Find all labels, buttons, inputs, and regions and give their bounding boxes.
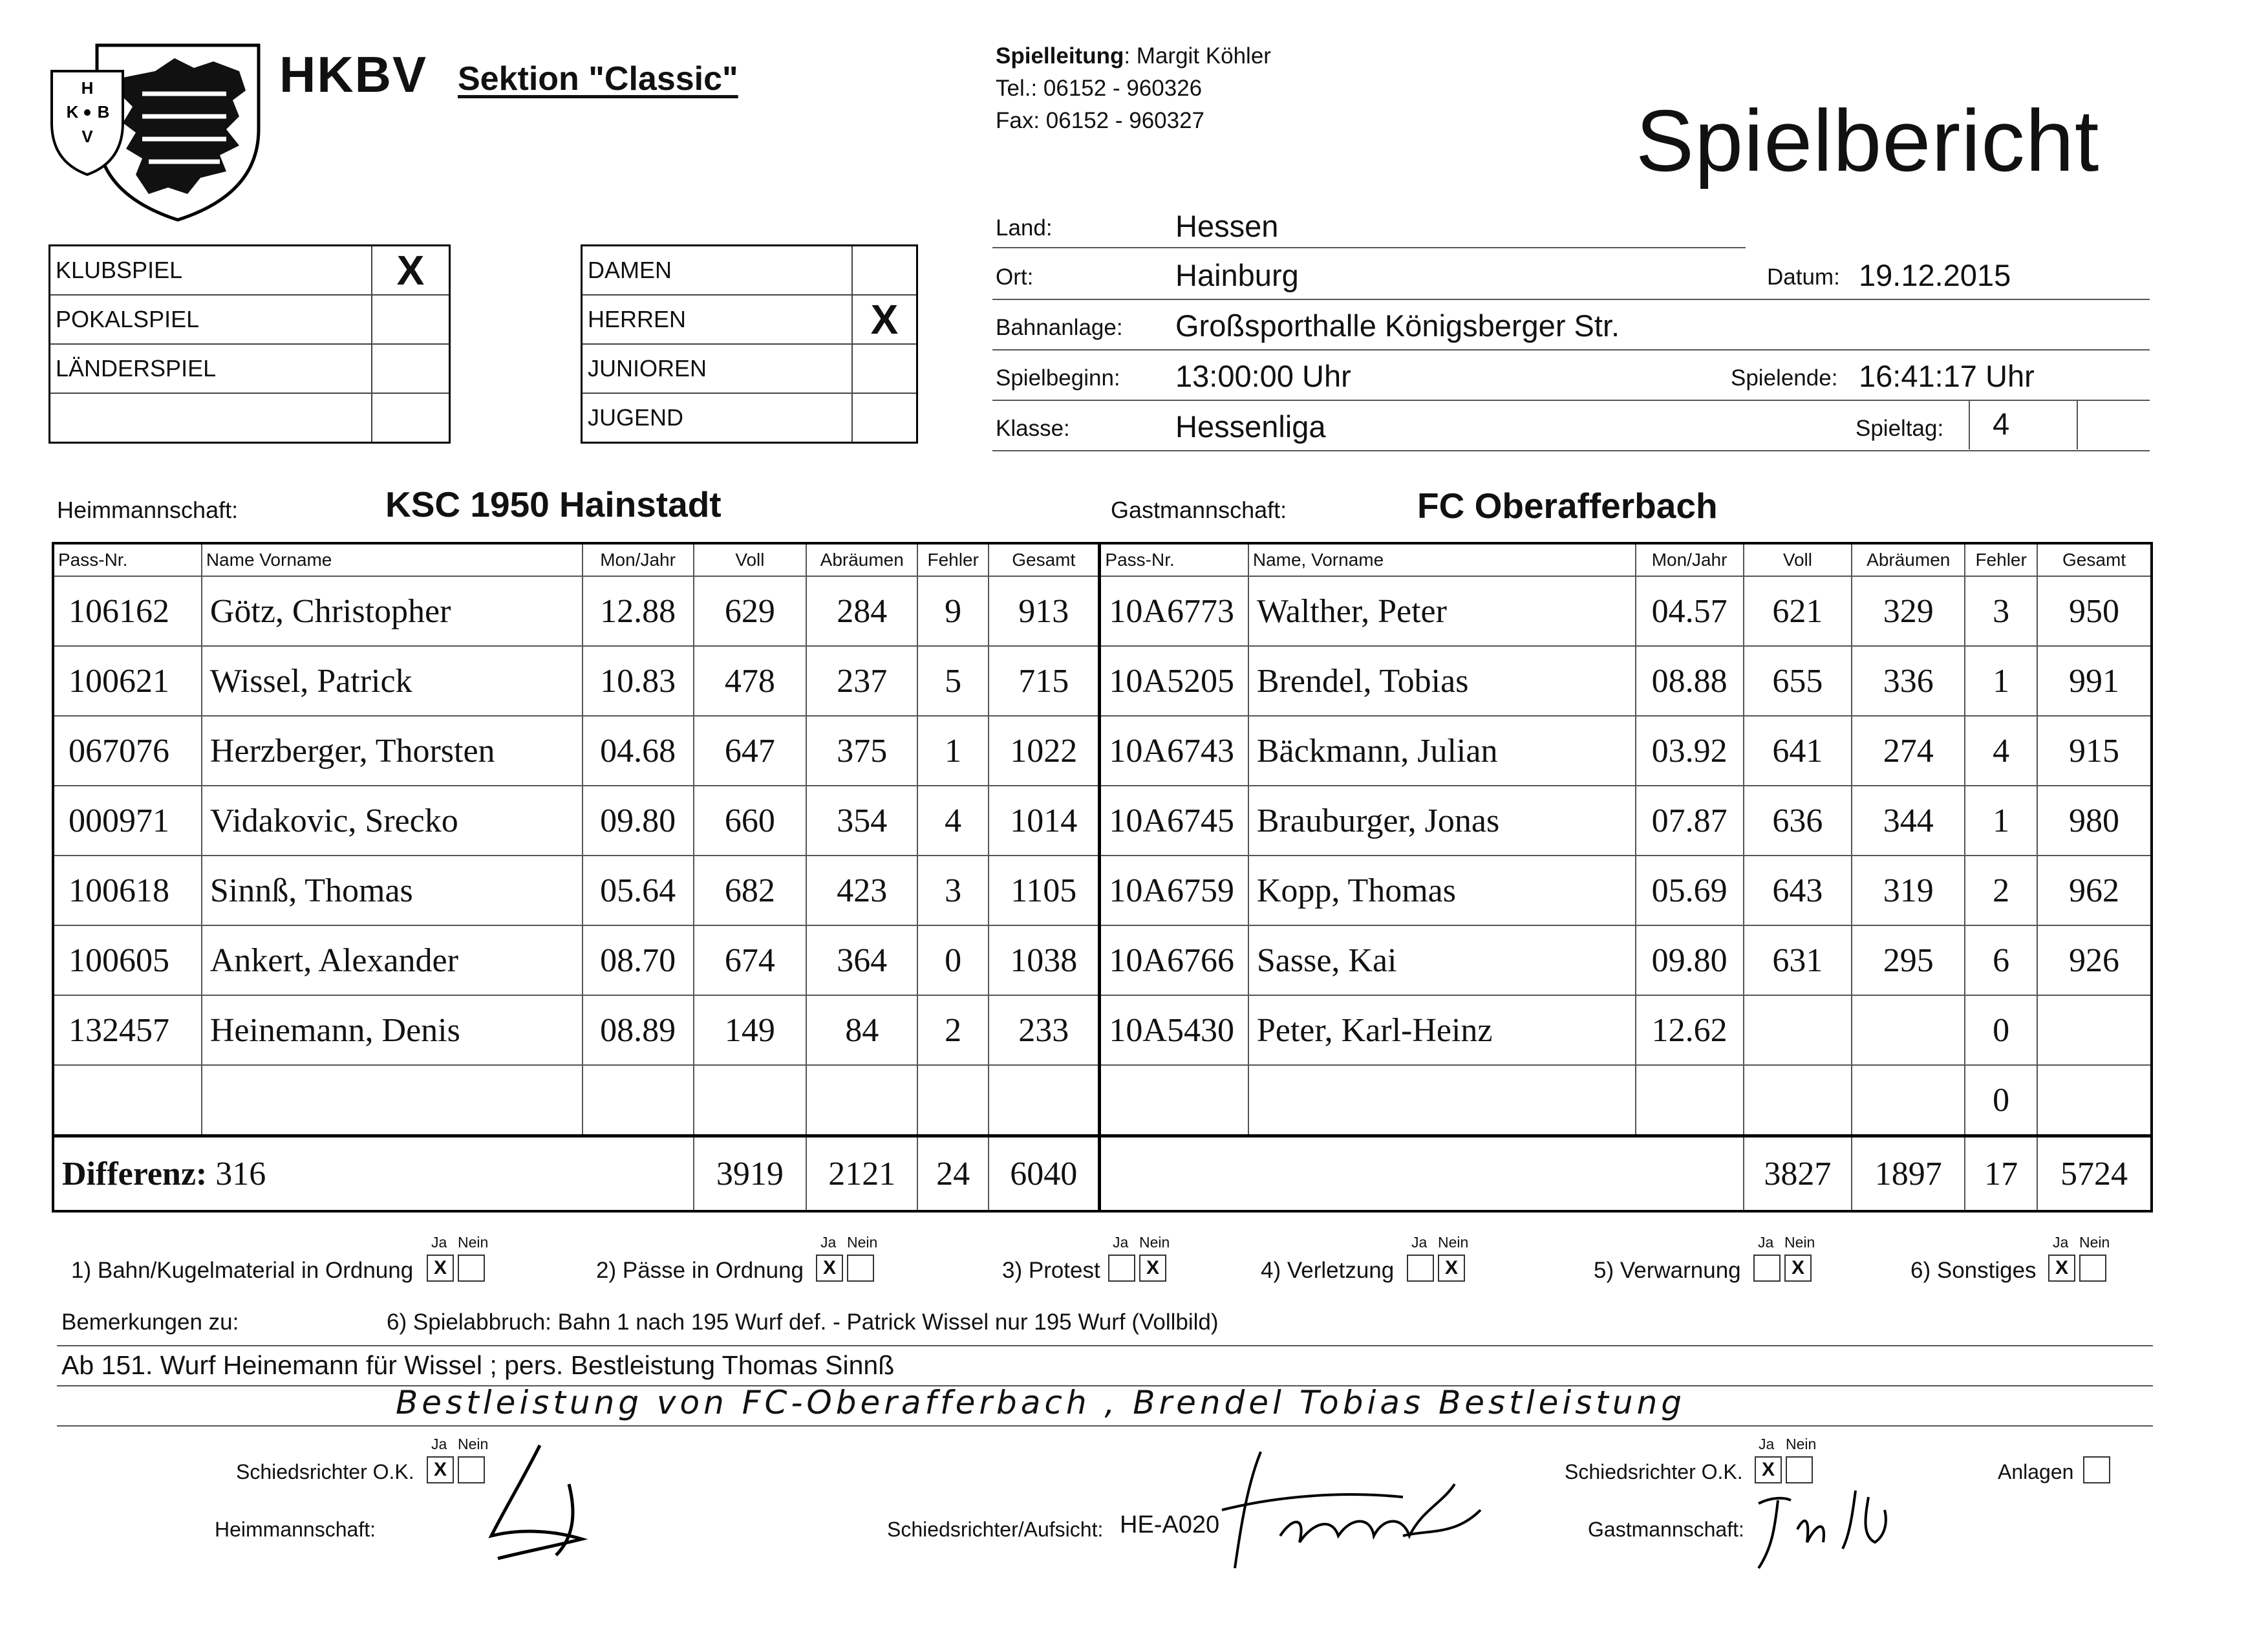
guest-mon-jahr-cell[interactable]: 12.62 — [1636, 995, 1744, 1065]
no-label: Nein — [1438, 1234, 1469, 1251]
no-label: Nein — [1784, 1234, 1815, 1251]
home-abraeumen-cell[interactable]: 354 — [806, 786, 917, 856]
player-row — [53, 925, 2152, 995]
home-total-voll[interactable]: 3919 — [694, 1136, 807, 1212]
home-mon-jahr-cell[interactable]: 05.64 — [583, 856, 694, 925]
home-pass-nr-cell[interactable]: 106162 — [53, 576, 202, 646]
guest-gesamt-cell[interactable]: 991 — [2037, 646, 2152, 716]
col-header: Name, Vorname — [1248, 543, 1636, 576]
question-5-yes-checkbox[interactable] — [1753, 1255, 1781, 1282]
guest-abraeumen-cell[interactable]: 274 — [1852, 716, 1965, 786]
guest-voll-cell[interactable]: 621 — [1744, 576, 1852, 646]
guest-pass-nr-cell[interactable]: 10A6766 — [1100, 925, 1248, 995]
referee-signature-icon — [1209, 1439, 1519, 1581]
category-label: HERREN — [582, 295, 853, 344]
home-mon-jahr-cell[interactable]: 08.70 — [583, 925, 694, 995]
no-label: Nein — [847, 1234, 878, 1251]
spieltag-box — [1969, 401, 2078, 449]
guest-total-spacer — [1100, 1136, 1744, 1212]
guest-fehler-cell[interactable]: 0 — [1965, 1065, 2037, 1136]
guest-gesamt-cell[interactable]: 980 — [2037, 786, 2152, 856]
section-name: Sektion "Classic" — [458, 60, 738, 98]
guest-signature-icon — [1746, 1478, 1901, 1575]
bahnanlage-label: Bahnanlage: — [996, 315, 1123, 340]
guest-gesamt-cell[interactable]: 950 — [2037, 576, 2152, 646]
home-fehler-cell[interactable]: 1 — [917, 716, 989, 786]
player-row — [53, 786, 2152, 856]
guest-abraeumen-cell[interactable]: 295 — [1852, 925, 1965, 995]
guest-total-gesamt[interactable]: 5724 — [2037, 1136, 2152, 1212]
yes-label: Ja — [431, 1234, 447, 1251]
guest-pass-nr-cell[interactable]: 10A6743 — [1100, 716, 1248, 786]
contact-tel: Tel.: 06152 - 960326 — [996, 76, 1203, 101]
klasse-label: Klasse: — [996, 416, 1070, 441]
guest-team-label: Gastmannschaft: — [1111, 497, 1287, 523]
home-abraeumen-cell[interactable]: 364 — [806, 925, 917, 995]
home-name-cell[interactable]: Götz, Christopher — [202, 576, 583, 646]
col-header: Name Vorname — [202, 543, 583, 576]
home-team-name[interactable]: KSC 1950 Hainstadt — [385, 484, 722, 524]
remarks-line-1[interactable]: Ab 151. Wurf Heinemann für Wissel ; pers. Bestleistung Thomas Sinnß — [61, 1350, 895, 1380]
question-5-no-checkbox[interactable]: X — [1784, 1255, 1812, 1282]
guest-abraeumen-cell[interactable] — [1852, 1065, 1965, 1136]
home-signature-label: Heimmannschaft: — [215, 1518, 376, 1541]
col-header: Abräumen — [1852, 543, 1965, 576]
col-header: Gesamt — [2037, 543, 2152, 576]
guest-fehler-cell[interactable]: 1 — [1965, 786, 2037, 856]
anlagen-checkbox[interactable] — [2083, 1456, 2110, 1483]
question-1-no-checkbox[interactable] — [458, 1255, 485, 1282]
col-header: Mon/Jahr — [1636, 543, 1744, 576]
col-header: Gesamt — [989, 543, 1100, 576]
home-total-fehler[interactable]: 24 — [917, 1136, 989, 1212]
spieltag-label: Spieltag: — [1856, 416, 1944, 441]
contact-label: Spielleitung — [996, 43, 1124, 69]
yes-label: Ja — [1113, 1234, 1129, 1251]
guest-fehler-cell[interactable]: 1 — [1965, 646, 2037, 716]
question-label: 4) Verletzung — [1261, 1258, 1395, 1283]
player-row — [53, 995, 2152, 1065]
question-label: 2) Pässe in Ordnung — [596, 1258, 804, 1283]
category-mark[interactable]: X — [852, 295, 917, 344]
guest-fehler-cell[interactable]: 2 — [1965, 856, 2037, 925]
remarks-line-0[interactable]: 6) Spielabbruch: Bahn 1 nach 195 Wurf def. - Patrick Wissel nur 195 Wurf (Vollbild) — [387, 1310, 1219, 1335]
guest-pass-nr-cell[interactable]: 10A6759 — [1100, 856, 1248, 925]
guest-name-cell[interactable]: Sasse, Kai — [1248, 925, 1636, 995]
home-pass-nr-cell[interactable]: 100618 — [53, 856, 202, 925]
sr-ok-guest-label: Schiedsrichter O.K. — [1565, 1460, 1743, 1483]
guest-total-fehler[interactable]: 17 — [1965, 1136, 2037, 1212]
contact-fax: Fax: 06152 - 960327 — [996, 108, 1205, 133]
logo-letter-v: V — [81, 127, 93, 146]
guest-mon-jahr-cell[interactable]: 09.80 — [1636, 925, 1744, 995]
guest-voll-cell[interactable]: 643 — [1744, 856, 1852, 925]
home-fehler-cell[interactable]: 5 — [917, 646, 989, 716]
home-gesamt-cell[interactable]: 715 — [989, 646, 1100, 716]
logo-letter-h: H — [81, 78, 94, 98]
home-mon-jahr-cell[interactable]: 04.68 — [583, 716, 694, 786]
yes-label: Ja — [431, 1436, 447, 1452]
category-label: DAMEN — [582, 246, 853, 296]
referee-label: Schiedsrichter/Aufsicht: — [887, 1518, 1104, 1541]
guest-team-name[interactable]: FC Oberafferbach — [1417, 486, 1718, 526]
guest-name-cell[interactable]: Walther, Peter — [1248, 576, 1636, 646]
home-fehler-cell[interactable]: 4 — [917, 786, 989, 856]
game-type-table — [48, 244, 451, 444]
home-name-cell[interactable]: Herzberger, Thorsten — [202, 716, 583, 786]
question-label: 6) Sonstiges — [1910, 1258, 2037, 1283]
referee-id[interactable]: HE-A020 — [1120, 1511, 1220, 1538]
home-pass-nr-cell[interactable]: 100621 — [53, 646, 202, 716]
question-label: 1) Bahn/Kugelmaterial in Ordnung — [71, 1258, 414, 1283]
home-voll-cell[interactable]: 647 — [694, 716, 807, 786]
guest-mon-jahr-cell[interactable] — [1636, 1065, 1744, 1136]
question-6-yes-checkbox[interactable]: X — [2048, 1255, 2075, 1282]
game-type-mark[interactable] — [372, 393, 450, 443]
home-gesamt-cell[interactable]: 1038 — [989, 925, 1100, 995]
home-total-abraeumen[interactable]: 2121 — [806, 1136, 917, 1212]
home-voll-cell[interactable]: 629 — [694, 576, 807, 646]
home-name-cell[interactable]: Sinnß, Thomas — [202, 856, 583, 925]
home-pass-nr-cell[interactable]: 100605 — [53, 925, 202, 995]
category-mark[interactable] — [852, 246, 917, 296]
guest-name-cell[interactable]: Brauburger, Jonas — [1248, 786, 1636, 856]
home-voll-cell[interactable]: 682 — [694, 856, 807, 925]
home-voll-cell[interactable]: 660 — [694, 786, 807, 856]
home-name-cell[interactable]: Wissel, Patrick — [202, 646, 583, 716]
difference-cell — [53, 1136, 694, 1212]
home-name-cell[interactable]: Ankert, Alexander — [202, 925, 583, 995]
guest-total-abraeumen[interactable]: 1897 — [1852, 1136, 1965, 1212]
home-pass-nr-cell[interactable]: 000971 — [53, 786, 202, 856]
home-pass-nr-cell[interactable] — [53, 1065, 202, 1136]
question-4-yes-checkbox[interactable] — [1407, 1255, 1434, 1282]
score-table-header — [53, 543, 2152, 576]
bahnanlage-value[interactable]: Großsporthalle Königsberger Str. — [1175, 308, 1620, 343]
question-2-no-checkbox[interactable] — [847, 1255, 874, 1282]
yes-label: Ja — [2053, 1234, 2069, 1251]
home-total-gesamt[interactable]: 6040 — [989, 1136, 1100, 1212]
anlagen-label: Anlagen — [1998, 1460, 2074, 1483]
home-name-cell[interactable] — [202, 1065, 583, 1136]
guest-fehler-cell[interactable]: 6 — [1965, 925, 2037, 995]
yes-label: Ja — [1758, 1234, 1774, 1251]
difference-value[interactable]: 316 — [215, 1155, 266, 1192]
document-title: Spielbericht — [1636, 92, 2100, 189]
home-abraeumen-cell[interactable] — [806, 1065, 917, 1136]
question-1-yes-checkbox[interactable]: X — [427, 1255, 454, 1282]
guest-pass-nr-cell[interactable] — [1100, 1065, 1248, 1136]
home-voll-cell[interactable]: 674 — [694, 925, 807, 995]
col-header: Voll — [694, 543, 807, 576]
col-header: Voll — [1744, 543, 1852, 576]
category-table — [581, 244, 918, 444]
guest-name-cell[interactable] — [1248, 1065, 1636, 1136]
yes-label: Ja — [1411, 1234, 1428, 1251]
question-2-yes-checkbox[interactable]: X — [816, 1255, 843, 1282]
guest-pass-nr-cell[interactable]: 10A6773 — [1100, 576, 1248, 646]
no-label: Nein — [2079, 1234, 2110, 1251]
home-voll-cell[interactable] — [694, 1065, 807, 1136]
totals-row — [53, 1136, 2152, 1212]
guest-abraeumen-cell[interactable]: 344 — [1852, 786, 1965, 856]
game-type-label: KLUBSPIEL — [50, 246, 372, 296]
home-name-cell[interactable]: Heinemann, Denis — [202, 995, 583, 1065]
player-row — [53, 716, 2152, 786]
col-header: Mon/Jahr — [583, 543, 694, 576]
guest-name-cell[interactable]: Peter, Karl-Heinz — [1248, 995, 1636, 1065]
home-fehler-cell[interactable]: 0 — [917, 925, 989, 995]
home-fehler-cell[interactable]: 9 — [917, 576, 989, 646]
home-fehler-cell[interactable] — [917, 1065, 989, 1136]
home-mon-jahr-cell[interactable]: 08.89 — [583, 995, 694, 1065]
home-gesamt-cell[interactable] — [989, 1065, 1100, 1136]
home-voll-cell[interactable]: 478 — [694, 646, 807, 716]
guest-voll-cell[interactable] — [1744, 1065, 1852, 1136]
question-label: 5) Verwarnung — [1594, 1258, 1741, 1283]
category-mark[interactable] — [852, 344, 917, 393]
home-gesamt-cell[interactable]: 1022 — [989, 716, 1100, 786]
contact-block — [996, 40, 1271, 137]
player-row — [53, 646, 2152, 716]
home-mon-jahr-cell[interactable]: 09.80 — [583, 786, 694, 856]
col-header: Fehler — [1965, 543, 2037, 576]
home-abraeumen-cell[interactable]: 84 — [806, 995, 917, 1065]
sr-ok-home-label: Schiedsrichter O.K. — [236, 1460, 414, 1483]
guest-abraeumen-cell[interactable]: 336 — [1852, 646, 1965, 716]
guest-total-voll[interactable]: 3827 — [1744, 1136, 1852, 1212]
spielende-label: Spielende: — [1731, 365, 1838, 391]
guest-gesamt-cell[interactable]: 926 — [2037, 925, 2152, 995]
guest-mon-jahr-cell[interactable]: 04.57 — [1636, 576, 1744, 646]
guest-gesamt-cell[interactable] — [2037, 1065, 2152, 1136]
guest-gesamt-cell[interactable] — [2037, 995, 2152, 1065]
col-header: Pass-Nr. — [53, 543, 202, 576]
ort-label: Ort: — [996, 264, 1034, 290]
game-type-mark[interactable]: X — [372, 246, 450, 296]
guest-voll-cell[interactable] — [1744, 995, 1852, 1065]
land-value[interactable]: Hessen — [1175, 209, 1279, 243]
col-header: Fehler — [917, 543, 989, 576]
home-pass-nr-cell[interactable]: 132457 — [53, 995, 202, 1065]
question-4-no-checkbox[interactable]: X — [1438, 1255, 1465, 1282]
guest-voll-cell[interactable]: 655 — [1744, 646, 1852, 716]
spielbeginn-label: Spielbeginn: — [996, 365, 1120, 391]
guest-pass-nr-cell[interactable]: 10A6745 — [1100, 786, 1248, 856]
home-team-label: Heimmannschaft: — [57, 497, 239, 523]
sr-ok-home-yes-checkbox[interactable]: X — [427, 1456, 454, 1483]
score-table — [52, 542, 2153, 1212]
home-abraeumen-cell[interactable]: 237 — [806, 646, 917, 716]
no-label: Nein — [1786, 1436, 1817, 1452]
guest-gesamt-cell[interactable]: 962 — [2037, 856, 2152, 925]
difference-label: Differenz: — [62, 1155, 208, 1192]
game-type-label: LÄNDERSPIEL — [50, 344, 372, 393]
datum-value[interactable]: 19.12.2015 — [1859, 258, 2011, 292]
spieltag-value[interactable]: 4 — [1993, 407, 2010, 441]
player-row — [53, 856, 2152, 925]
spielende-value[interactable]: 16:41:17 Uhr — [1859, 359, 2035, 393]
home-gesamt-cell[interactable]: 1014 — [989, 786, 1100, 856]
datum-label: Datum: — [1767, 264, 1840, 290]
remarks-label: Bemerkungen zu: — [61, 1310, 239, 1335]
guest-pass-nr-cell[interactable]: 10A5430 — [1100, 995, 1248, 1065]
org-name: HKBV — [279, 46, 428, 103]
land-label: Land: — [996, 215, 1053, 241]
home-fehler-cell[interactable]: 2 — [917, 995, 989, 1065]
yes-label: Ja — [1759, 1436, 1775, 1452]
guest-fehler-cell[interactable]: 0 — [1965, 995, 2037, 1065]
category-label: JUGEND — [582, 393, 853, 443]
home-abraeumen-cell[interactable]: 375 — [806, 716, 917, 786]
guest-gesamt-cell[interactable]: 915 — [2037, 716, 2152, 786]
question-3-no-checkbox[interactable]: X — [1139, 1255, 1166, 1282]
game-type-label — [50, 393, 372, 443]
guest-mon-jahr-cell[interactable]: 07.87 — [1636, 786, 1744, 856]
question-3-yes-checkbox[interactable] — [1108, 1255, 1135, 1282]
remarks-line-2[interactable]: Bestleistung von FC-Oberafferbach , Brendel Tobias Bestleistung — [396, 1384, 1686, 1421]
hkbv-logo — [45, 32, 272, 226]
player-row — [53, 576, 2152, 646]
guest-fehler-cell[interactable]: 3 — [1965, 576, 2037, 646]
home-voll-cell[interactable]: 149 — [694, 995, 807, 1065]
logo-letter-b: B — [97, 102, 110, 122]
home-mon-jahr-cell[interactable]: 12.88 — [583, 576, 694, 646]
home-gesamt-cell[interactable]: 233 — [989, 995, 1100, 1065]
guest-pass-nr-cell[interactable]: 10A5205 — [1100, 646, 1248, 716]
home-pass-nr-cell[interactable]: 067076 — [53, 716, 202, 786]
col-header: Pass-Nr. — [1100, 543, 1248, 576]
yes-label: Ja — [820, 1234, 837, 1251]
category-mark[interactable] — [852, 393, 917, 443]
category-label: JUNIOREN — [582, 344, 853, 393]
guest-abraeumen-cell[interactable] — [1852, 995, 1965, 1065]
no-label: Nein — [458, 1234, 489, 1251]
no-label: Nein — [458, 1436, 489, 1452]
game-type-label: POKALSPIEL — [50, 295, 372, 344]
home-name-cell[interactable]: Vidakovic, Srecko — [202, 786, 583, 856]
col-header: Abräumen — [806, 543, 917, 576]
guest-name-cell[interactable]: Brendel, Tobias — [1248, 646, 1636, 716]
home-mon-jahr-cell[interactable]: 10.83 — [583, 646, 694, 716]
guest-signature-label: Gastmannschaft: — [1588, 1518, 1744, 1541]
guest-abraeumen-cell[interactable]: 329 — [1852, 576, 1965, 646]
guest-voll-cell[interactable]: 636 — [1744, 786, 1852, 856]
question-label: 3) Protest — [1002, 1258, 1100, 1283]
klasse-value[interactable]: Hessenliga — [1175, 409, 1326, 444]
ort-value[interactable]: Hainburg — [1175, 258, 1299, 292]
guest-mon-jahr-cell[interactable]: 05.69 — [1636, 856, 1744, 925]
game-type-mark[interactable] — [372, 344, 450, 393]
game-type-mark[interactable] — [372, 295, 450, 344]
home-abraeumen-cell[interactable]: 284 — [806, 576, 917, 646]
home-signature-icon — [478, 1432, 621, 1568]
logo-letter-k: K — [66, 102, 79, 122]
guest-mon-jahr-cell[interactable]: 03.92 — [1636, 716, 1744, 786]
home-abraeumen-cell[interactable]: 423 — [806, 856, 917, 925]
player-row — [53, 1065, 2152, 1136]
no-label: Nein — [1139, 1234, 1170, 1251]
contact-name: : Margit Köhler — [1124, 43, 1271, 69]
question-6-no-checkbox[interactable] — [2079, 1255, 2106, 1282]
guest-mon-jahr-cell[interactable]: 08.88 — [1636, 646, 1744, 716]
spielbeginn-value[interactable]: 13:00:00 Uhr — [1175, 359, 1351, 393]
guest-abraeumen-cell[interactable]: 319 — [1852, 856, 1965, 925]
guest-voll-cell[interactable]: 641 — [1744, 716, 1852, 786]
guest-voll-cell[interactable]: 631 — [1744, 925, 1852, 995]
home-mon-jahr-cell[interactable] — [583, 1065, 694, 1136]
guest-name-cell[interactable]: Kopp, Thomas — [1248, 856, 1636, 925]
sr-ok-guest-yes-checkbox[interactable]: X — [1755, 1456, 1782, 1483]
home-gesamt-cell[interactable]: 1105 — [989, 856, 1100, 925]
guest-fehler-cell[interactable]: 4 — [1965, 716, 2037, 786]
guest-name-cell[interactable]: Bäckmann, Julian — [1248, 716, 1636, 786]
home-gesamt-cell[interactable]: 913 — [989, 576, 1100, 646]
home-fehler-cell[interactable]: 3 — [917, 856, 989, 925]
